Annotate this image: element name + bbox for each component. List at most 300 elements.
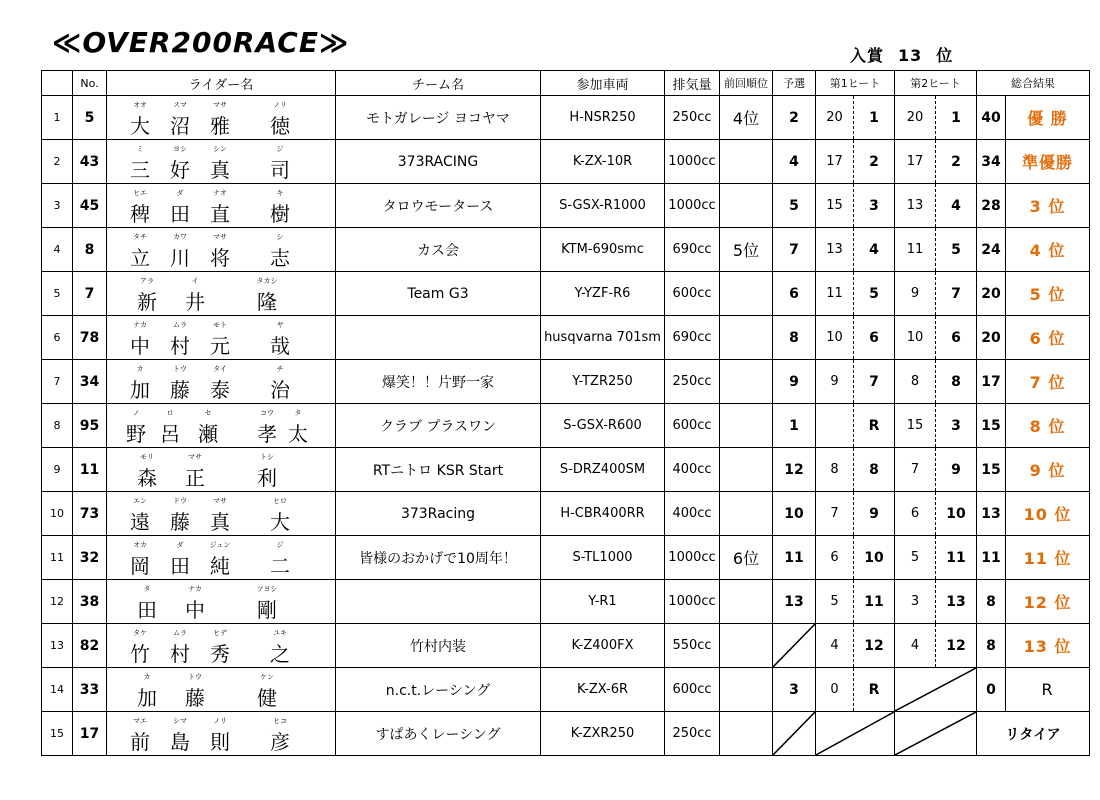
- furigana: ムラ: [173, 629, 187, 637]
- vehicle: Y-YZF-R6: [541, 272, 665, 316]
- row-rank: 7: [42, 360, 73, 404]
- name-kanji: 志: [270, 246, 290, 270]
- name-kanji: 孝: [257, 422, 277, 446]
- rider-name: [107, 272, 336, 316]
- name-kanji: 新: [137, 290, 157, 314]
- racer-number: 34: [73, 360, 107, 404]
- heat2-rank: 2: [936, 140, 977, 184]
- name-kanji: 真: [210, 158, 230, 182]
- previous-rank: [720, 404, 773, 448]
- header-qualify: 予選: [773, 71, 816, 96]
- name-kanji: 村: [170, 642, 190, 666]
- furigana: マエ: [133, 717, 147, 725]
- furigana: ヒデ: [213, 629, 227, 637]
- heat1-points: 17: [816, 140, 854, 184]
- heat1-rank: 7: [854, 360, 895, 404]
- displacement: 250cc: [665, 712, 720, 756]
- vehicle: H-CBR400RR: [541, 492, 665, 536]
- name-kanji: 好: [170, 158, 190, 182]
- team-name: 爆笑！！片野一家: [336, 360, 541, 404]
- furigana: タイ: [213, 365, 227, 373]
- name-kanji: 大: [270, 510, 290, 534]
- heat1-empty: [816, 712, 895, 756]
- heat1-rank: 2: [854, 140, 895, 184]
- row-rank: 5: [42, 272, 73, 316]
- total-points: 20: [977, 272, 1006, 316]
- rider-name: [107, 624, 336, 668]
- row-rank: 1: [42, 96, 73, 140]
- previous-rank: [720, 316, 773, 360]
- rider-name: [107, 492, 336, 536]
- furigana: タチ: [133, 233, 147, 241]
- final-result: 13 位: [1006, 624, 1090, 668]
- name-kanji: 利: [257, 466, 277, 490]
- total-points: 13: [977, 492, 1006, 536]
- heat1-rank: 12: [854, 624, 895, 668]
- heat1-points: 6: [816, 536, 854, 580]
- furigana: ヤ: [276, 321, 284, 329]
- final-result: R: [1006, 668, 1090, 712]
- name-kanji: 田: [170, 202, 190, 226]
- furigana: カ: [143, 673, 151, 681]
- previous-rank: [720, 360, 773, 404]
- qualify-empty: [773, 712, 816, 756]
- name-kanji: 則: [210, 730, 230, 754]
- heat1-points: 7: [816, 492, 854, 536]
- heat2-points: 6: [895, 492, 936, 536]
- displacement: 600cc: [665, 404, 720, 448]
- displacement: 400cc: [665, 448, 720, 492]
- name-kanji: 秀: [210, 642, 230, 666]
- final-result: 準優勝: [1006, 140, 1090, 184]
- row-rank: 4: [42, 228, 73, 272]
- heat2-points: 11: [895, 228, 936, 272]
- furigana: チ: [276, 365, 284, 373]
- name-kanji: 稗: [130, 202, 150, 226]
- previous-rank: 5位: [720, 228, 773, 272]
- row-rank: 9: [42, 448, 73, 492]
- qualify-rank: 9: [773, 360, 816, 404]
- awards-summary: [850, 43, 953, 66]
- heat1-points: 0: [816, 668, 854, 712]
- diagonal-slash: [895, 668, 976, 711]
- name-kanji: 沼: [170, 114, 190, 138]
- rider-name: [107, 668, 336, 712]
- heat1-points: 8: [816, 448, 854, 492]
- rider-name: [107, 712, 336, 756]
- name-kanji: 前: [130, 730, 150, 754]
- displacement: 1000cc: [665, 580, 720, 624]
- name-kanji: 加: [130, 378, 150, 402]
- name-kanji: 大: [130, 114, 150, 138]
- team-name: タロウモータース: [336, 184, 541, 228]
- qualify-empty: [773, 624, 816, 668]
- previous-rank: [720, 184, 773, 228]
- furigana: ノ: [132, 409, 140, 417]
- qualify-rank: 13: [773, 580, 816, 624]
- qualify-rank: 7: [773, 228, 816, 272]
- header-no: No.: [73, 71, 107, 96]
- total-points: 11: [977, 536, 1006, 580]
- heat1-rank: 3: [854, 184, 895, 228]
- name-kanji: 純: [210, 554, 230, 578]
- heat2-points: 8: [895, 360, 936, 404]
- row-rank: 14: [42, 668, 73, 712]
- name-kanji: 健: [257, 686, 277, 710]
- heat2-points: 4: [895, 624, 936, 668]
- furigana: マサ: [213, 101, 227, 109]
- furigana: ナカ: [133, 321, 147, 329]
- racer-number: 43: [73, 140, 107, 184]
- name-kanji: 治: [270, 378, 290, 402]
- vehicle: S-GSX-R1000: [541, 184, 665, 228]
- table-row: [42, 536, 1090, 580]
- heat1-rank: 8: [854, 448, 895, 492]
- previous-rank: [720, 580, 773, 624]
- table-row: [42, 140, 1090, 184]
- team-name: すぱあくレーシング: [336, 712, 541, 756]
- table-row: [42, 360, 1090, 404]
- name-kanji: 田: [170, 554, 190, 578]
- furigana: タカシ: [256, 277, 278, 285]
- qualify-rank: 10: [773, 492, 816, 536]
- row-rank: 2: [42, 140, 73, 184]
- awards-label: 入賞: [850, 46, 885, 65]
- table-row: [42, 624, 1090, 668]
- header-total: 総合結果: [977, 71, 1090, 96]
- name-kanji: 井: [185, 290, 205, 314]
- name-kanji: 徳: [270, 114, 290, 138]
- furigana: ヒエ: [133, 189, 147, 197]
- name-kanji: 立: [130, 246, 150, 270]
- previous-rank: [720, 140, 773, 184]
- row-rank: 13: [42, 624, 73, 668]
- heat2-rank: 10: [936, 492, 977, 536]
- vehicle: Y-TZR250: [541, 360, 665, 404]
- team-name: [336, 316, 541, 360]
- racer-number: 78: [73, 316, 107, 360]
- name-kanji: 直: [210, 202, 230, 226]
- furigana: ナオ: [213, 189, 227, 197]
- furigana: ユキ: [273, 629, 287, 637]
- name-kanji: 哉: [270, 334, 290, 358]
- name-kanji: 田: [137, 598, 157, 622]
- header-rider: ライダー名: [107, 71, 336, 96]
- rider-name: [107, 96, 336, 140]
- rider-name: [107, 140, 336, 184]
- name-kanji: 彦: [270, 730, 290, 754]
- team-name: 373Racing: [336, 492, 541, 536]
- racer-number: 17: [73, 712, 107, 756]
- furigana: タ: [294, 409, 302, 417]
- total-points: 8: [977, 624, 1006, 668]
- heat2-rank: 9: [936, 448, 977, 492]
- qualify-rank: 3: [773, 668, 816, 712]
- table-row: [42, 184, 1090, 228]
- displacement: 250cc: [665, 360, 720, 404]
- heat2-rank: 12: [936, 624, 977, 668]
- heat2-empty: [895, 668, 977, 712]
- heat2-rank: 6: [936, 316, 977, 360]
- name-kanji: 森: [137, 466, 157, 490]
- furigana: オオ: [133, 101, 147, 109]
- page-title: ≪OVER200RACE≫: [52, 26, 350, 59]
- name-kanji: 川: [170, 246, 190, 270]
- previous-rank: 4位: [720, 96, 773, 140]
- name-kanji: 加: [137, 686, 157, 710]
- furigana: エン: [133, 497, 147, 505]
- name-kanji: 樹: [270, 202, 290, 226]
- previous-rank: [720, 272, 773, 316]
- heat1-points: 20: [816, 96, 854, 140]
- awards-count: 13: [898, 46, 923, 65]
- furigana: トシ: [260, 453, 274, 461]
- heat1-rank: 11: [854, 580, 895, 624]
- table-row: [42, 404, 1090, 448]
- header-row: [42, 71, 1090, 96]
- vehicle: S-DRZ400SM: [541, 448, 665, 492]
- furigana: マサ: [213, 233, 227, 241]
- rider-name: [107, 316, 336, 360]
- previous-rank: [720, 448, 773, 492]
- vehicle: K-Z400FX: [541, 624, 665, 668]
- final-result: 10 位: [1006, 492, 1090, 536]
- racer-number: 7: [73, 272, 107, 316]
- heat1-rank: 5: [854, 272, 895, 316]
- displacement: 1000cc: [665, 536, 720, 580]
- heat1-rank: 6: [854, 316, 895, 360]
- racer-number: 33: [73, 668, 107, 712]
- name-kanji: 雅: [210, 114, 230, 138]
- row-rank: 12: [42, 580, 73, 624]
- name-kanji: 中: [185, 598, 205, 622]
- furigana: ヨシ: [173, 145, 187, 153]
- final-result: 3 位: [1006, 184, 1090, 228]
- racer-number: 95: [73, 404, 107, 448]
- displacement: 250cc: [665, 96, 720, 140]
- heat2-points: 7: [895, 448, 936, 492]
- furigana: マサ: [213, 497, 227, 505]
- vehicle: K-ZXR250: [541, 712, 665, 756]
- furigana: モリ: [140, 453, 154, 461]
- racer-number: 5: [73, 96, 107, 140]
- furigana: シン: [213, 145, 227, 153]
- name-kanji: 二: [270, 554, 290, 578]
- qualify-rank: 4: [773, 140, 816, 184]
- heat1-points: 15: [816, 184, 854, 228]
- name-kanji: 藤: [185, 686, 205, 710]
- displacement: 1000cc: [665, 140, 720, 184]
- heat1-points: 4: [816, 624, 854, 668]
- name-kanji: 太: [288, 422, 308, 446]
- heat2-points: 15: [895, 404, 936, 448]
- racer-number: 73: [73, 492, 107, 536]
- furigana: ノリ: [213, 717, 227, 725]
- awards-unit: 位: [936, 46, 954, 65]
- furigana: トウ: [173, 365, 187, 373]
- name-kanji: 呂: [160, 422, 180, 446]
- total-points: 40: [977, 96, 1006, 140]
- total-points: 20: [977, 316, 1006, 360]
- furigana: シ: [276, 233, 284, 241]
- header-rank: [42, 71, 73, 96]
- furigana: スマ: [173, 101, 187, 109]
- heat1-points: [816, 404, 854, 448]
- furigana: ミ: [136, 145, 144, 153]
- heat2-rank: 4: [936, 184, 977, 228]
- table-row: [42, 712, 1090, 756]
- final-result: 7 位: [1006, 360, 1090, 404]
- heat1-points: 11: [816, 272, 854, 316]
- heat1-rank: 9: [854, 492, 895, 536]
- furigana: ツヨシ: [256, 585, 278, 593]
- table-row: [42, 580, 1090, 624]
- table-row: [42, 228, 1090, 272]
- table-row: [42, 492, 1090, 536]
- row-rank: 11: [42, 536, 73, 580]
- furigana: ナカ: [188, 585, 202, 593]
- header-prev-rank: 前回順位: [720, 71, 773, 96]
- furigana: タケ: [133, 629, 147, 637]
- final-result: 6 位: [1006, 316, 1090, 360]
- rider-name: [107, 404, 336, 448]
- team-name: RTニトロ KSR Start: [336, 448, 541, 492]
- furigana: ヒロ: [273, 497, 287, 505]
- qualify-rank: 1: [773, 404, 816, 448]
- qualify-rank: 12: [773, 448, 816, 492]
- furigana: ジュン: [209, 541, 231, 549]
- previous-rank: [720, 712, 773, 756]
- qualify-rank: 8: [773, 316, 816, 360]
- racer-number: 38: [73, 580, 107, 624]
- team-name: [336, 580, 541, 624]
- team-name: Team G3: [336, 272, 541, 316]
- racer-number: 45: [73, 184, 107, 228]
- final-result: リタイア: [977, 712, 1090, 756]
- furigana: ダ: [176, 541, 184, 549]
- row-rank: 10: [42, 492, 73, 536]
- final-result: 8 位: [1006, 404, 1090, 448]
- furigana: ジ: [276, 145, 284, 153]
- racer-number: 11: [73, 448, 107, 492]
- header-team: チーム名: [336, 71, 541, 96]
- furigana: モト: [213, 321, 227, 329]
- furigana: タ: [143, 585, 151, 593]
- heat2-points: 13: [895, 184, 936, 228]
- furigana: アラ: [140, 277, 154, 285]
- rider-name: [107, 536, 336, 580]
- table-row: [42, 272, 1090, 316]
- diagonal-slash: [895, 712, 976, 755]
- furigana: カ: [136, 365, 144, 373]
- team-name: 皆様のおかげで10周年！: [336, 536, 541, 580]
- qualify-rank: 6: [773, 272, 816, 316]
- table-row: [42, 448, 1090, 492]
- total-points: 34: [977, 140, 1006, 184]
- name-kanji: 真: [210, 510, 230, 534]
- heat2-rank: 13: [936, 580, 977, 624]
- total-points: 28: [977, 184, 1006, 228]
- furigana: マサ: [188, 453, 202, 461]
- heat1-rank: 4: [854, 228, 895, 272]
- furigana: キ: [276, 189, 284, 197]
- name-kanji: 中: [130, 334, 150, 358]
- total-points: 24: [977, 228, 1006, 272]
- final-result: 5 位: [1006, 272, 1090, 316]
- previous-rank: [720, 492, 773, 536]
- name-kanji: 岡: [130, 554, 150, 578]
- table-row: [42, 96, 1090, 140]
- heat2-rank: 3: [936, 404, 977, 448]
- furigana: セ: [204, 409, 212, 417]
- name-kanji: 遠: [130, 510, 150, 534]
- name-kanji: 泰: [210, 378, 230, 402]
- qualify-rank: 5: [773, 184, 816, 228]
- vehicle: H-NSR250: [541, 96, 665, 140]
- name-kanji: 隆: [257, 290, 277, 314]
- results-table: [41, 70, 1090, 756]
- furigana: ダ: [176, 189, 184, 197]
- name-kanji: 竹: [130, 642, 150, 666]
- heat2-rank: 1: [936, 96, 977, 140]
- team-name: 373RACING: [336, 140, 541, 184]
- final-result: 9 位: [1006, 448, 1090, 492]
- row-rank: 6: [42, 316, 73, 360]
- displacement: 1000cc: [665, 184, 720, 228]
- header-heat2: 第2ヒート: [895, 71, 977, 96]
- vehicle: S-GSX-R600: [541, 404, 665, 448]
- name-kanji: 野: [126, 422, 146, 446]
- previous-rank: [720, 668, 773, 712]
- team-name: クラブ プラスワン: [336, 404, 541, 448]
- final-result: 優 勝: [1006, 96, 1090, 140]
- vehicle: KTM-690smc: [541, 228, 665, 272]
- heat1-points: 5: [816, 580, 854, 624]
- heat2-rank: 5: [936, 228, 977, 272]
- diagonal-slash: [773, 624, 815, 667]
- header-heat1: 第1ヒート: [816, 71, 895, 96]
- displacement: 550cc: [665, 624, 720, 668]
- racer-number: 32: [73, 536, 107, 580]
- name-kanji: 瀬: [198, 422, 218, 446]
- heat2-points: 9: [895, 272, 936, 316]
- name-kanji: 三: [130, 158, 150, 182]
- header-vehicle: 参加車両: [541, 71, 665, 96]
- furigana: シマ: [173, 717, 187, 725]
- rider-name: [107, 228, 336, 272]
- vehicle: K-ZX-10R: [541, 140, 665, 184]
- total-points: 17: [977, 360, 1006, 404]
- total-points: 8: [977, 580, 1006, 624]
- displacement: 690cc: [665, 316, 720, 360]
- table-row: [42, 316, 1090, 360]
- name-kanji: 将: [210, 246, 230, 270]
- team-name: 竹村内装: [336, 624, 541, 668]
- row-rank: 15: [42, 712, 73, 756]
- heat1-points: 10: [816, 316, 854, 360]
- previous-rank: [720, 624, 773, 668]
- team-name: カス会: [336, 228, 541, 272]
- name-kanji: 藤: [170, 378, 190, 402]
- heat2-empty: [895, 712, 977, 756]
- displacement: 600cc: [665, 272, 720, 316]
- previous-rank: 6位: [720, 536, 773, 580]
- team-name: モトガレージ ヨコヤマ: [336, 96, 541, 140]
- displacement: 600cc: [665, 668, 720, 712]
- qualify-rank: 11: [773, 536, 816, 580]
- vehicle: husqvarna 701sm: [541, 316, 665, 360]
- name-kanji: 之: [270, 642, 290, 666]
